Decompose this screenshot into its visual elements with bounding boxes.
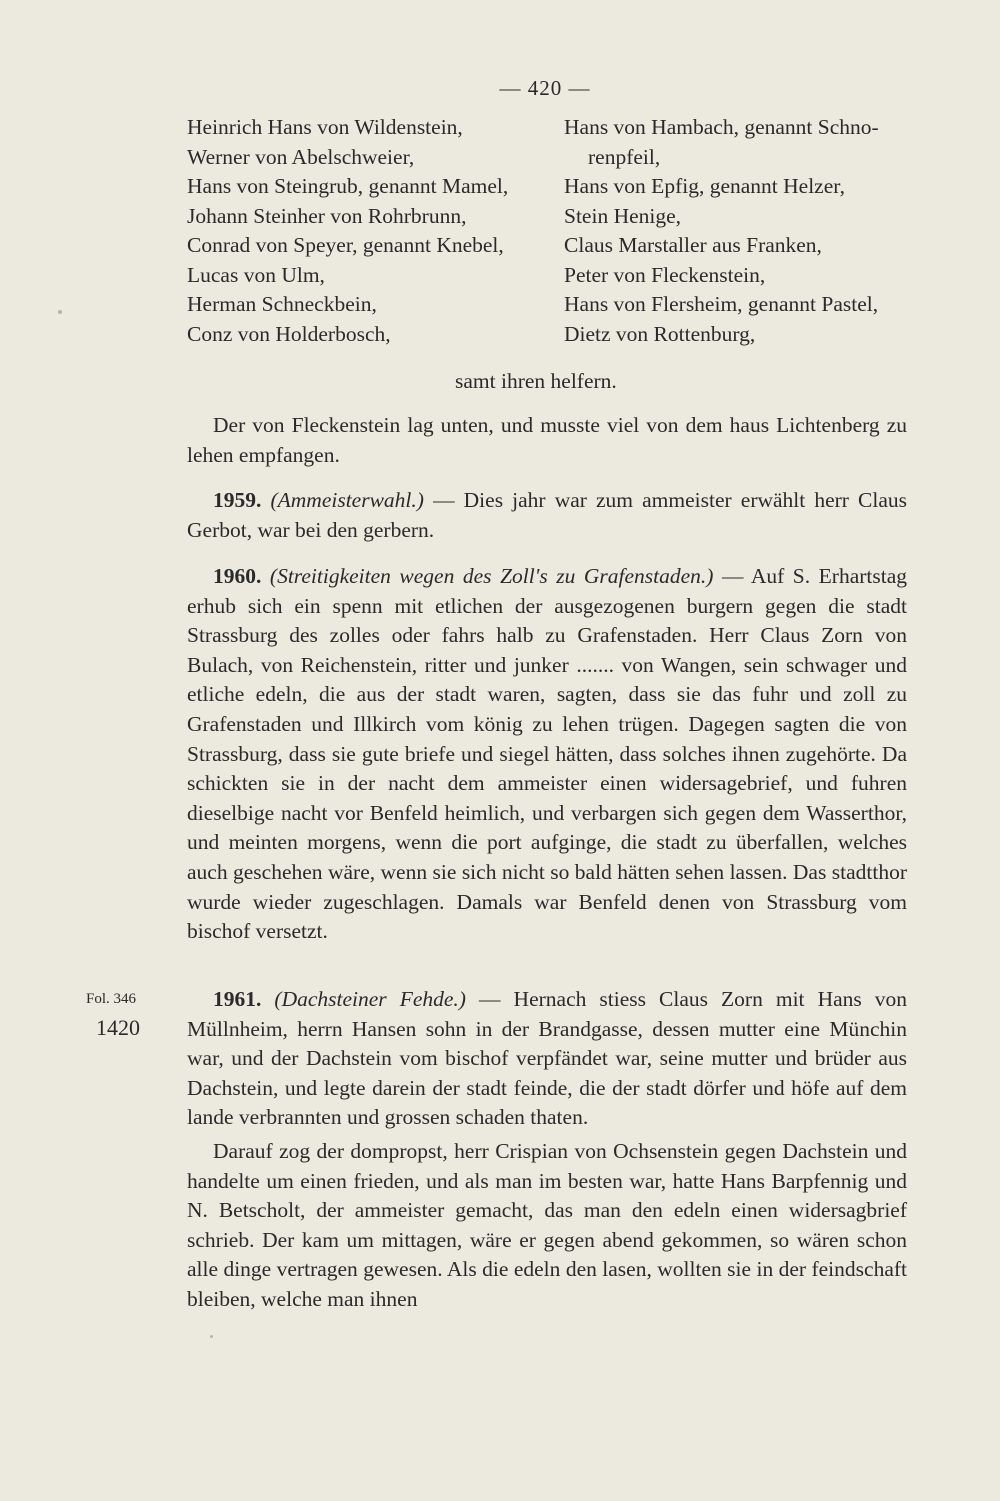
entry-1960 [187, 562, 907, 947]
entry-text: — Dies jahr war zum ammeister erwählt herr Claus Gerbot, war bei den gerbern. [187, 488, 908, 542]
name-row [187, 143, 917, 173]
name-right: Stein Henige, [564, 203, 682, 228]
entry-body [187, 562, 907, 947]
paragraph-text: Darauf zog der dompropst, herr Crispian von Ochsenstein gegen Dachstein und handelte um einen frieden, und als man im besten war, hatte Hans Barpfennig und N. Betscholt, der ammeister gemacht, das man den edeln einen widersagbrief schrieb. Der kam um mittagen, wäre er gegen abend gekommen, so wären schon alle dinge vertragen gewesen. Als die edeln den lasen, wollten sie in der feindschaft bleiben, welche man ihnen [187, 1139, 907, 1311]
paragraph-dompropst [187, 1137, 907, 1315]
name-left: Hans von Steingrub, genannt Mamel, [187, 174, 509, 198]
paper-spot [210, 1335, 213, 1338]
name-right: Hans von Hambach, genannt Schno- [564, 115, 879, 139]
name-right: Peter von Fleckenstein, [564, 262, 766, 287]
name-right: renpfeil, [588, 144, 661, 169]
name-left: Conrad von Speyer, genannt Knebel, [187, 233, 504, 257]
entry-number: 1960. [213, 564, 262, 588]
names-list [187, 113, 917, 349]
entry-body [187, 985, 907, 1133]
name-row [187, 231, 917, 261]
name-row [187, 202, 917, 232]
entry-text: — Auf S. Erhartstag erhub sich ein spenn mit etlichen der ausgezogenen burgern gegen die stadt Strassburg des zolles oder fahrs halb zu Grafenstaden. Herr Claus Zorn von Bulach, von Reichenstein, ritter und junker ....... von Wangen, sein schwager und etliche edeln, die aus der stadt waren, sagten, dass sie das fuhr und zoll zu Grafenstaden und Illkirch vom könig zu lehen trügen. Dagegen sagten die von Strassburg, dass sie gute briefe und siegel hätten, dass solches ihnen zugehörte. Da schickten sie in der nacht dem ammeister einen widersagebrief, und fuhren dieselbige nacht vor Benfeld heimlich, und verbargen sich gegen dem Wasserthor, und meinten morgens, wenn die port aufginge, die stadt zu überfallen, welches auch geschehen wäre, wenn sie sich nicht so bald hätten sehen lassen. Das stadtthor wurde wieder zugeschlagen. Damals war Benfeld denen von Strassburg vom bischof versetzt. [187, 564, 908, 944]
margin-folio: Fol. 346 [86, 991, 137, 1007]
paragraph-fleckenstein [187, 411, 907, 470]
entry-number: 1959. [213, 488, 262, 512]
entry-number: 1961. [213, 987, 262, 1011]
name-row [187, 172, 917, 202]
name-row [187, 261, 917, 291]
name-row [187, 320, 917, 350]
entry-text: — Hernach stiess Claus Zorn mit Hans von Müllnheim, herrn Hansen sohn in der Brandgasse, dessen mutter eine Münchin war, und der Dachstein vom bischof verpfändet war, seine mutter und brüder aus Dachstein, und legte darein der stadt feinde, die der stadt dörfer und höfe auf dem lande verbrannten und grossen schaden thaten. [187, 987, 908, 1130]
name-right: Dietz von Rottenburg, [564, 321, 756, 346]
paragraph-text: Der von Fleckenstein lag unten, und musste viel von dem haus Lichtenberg zu lehen empfangen. [187, 413, 907, 467]
name-right: Hans von Flersheim, genannt Pastel, [564, 292, 879, 316]
entry-title: (Dachsteiner Fehde.) [274, 987, 466, 1011]
name-right: Claus Marstaller aus Franken, [564, 233, 822, 257]
name-left: Johann Steinher von Rohrbrunn, [187, 203, 467, 228]
entry-1961 [187, 985, 907, 1133]
name-left: Heinrich Hans von Wildenstein, [187, 115, 463, 139]
entry-1959 [187, 486, 907, 545]
entry-title: (Ammeisterwahl.) [270, 488, 424, 512]
name-right: Hans von Epfig, genannt Helzer, [564, 174, 845, 198]
page-number: — 420 — [499, 76, 591, 100]
name-row [187, 290, 917, 320]
name-left: Herman Schneckbein, [187, 292, 377, 316]
name-left: Werner von Abelschweier, [187, 144, 415, 169]
name-left: Conz von Holderbosch, [187, 321, 391, 346]
name-left: Lucas von Ulm, [187, 262, 325, 287]
margin-year: 1420 [96, 1015, 140, 1040]
names-footer: samt ihren helfern. [455, 369, 617, 393]
name-row [187, 113, 917, 143]
entry-title: (Streitigkeiten wegen des Zoll's zu Grafenstaden.) [269, 564, 714, 588]
paper-spot [58, 310, 62, 314]
entry-body [187, 486, 907, 545]
